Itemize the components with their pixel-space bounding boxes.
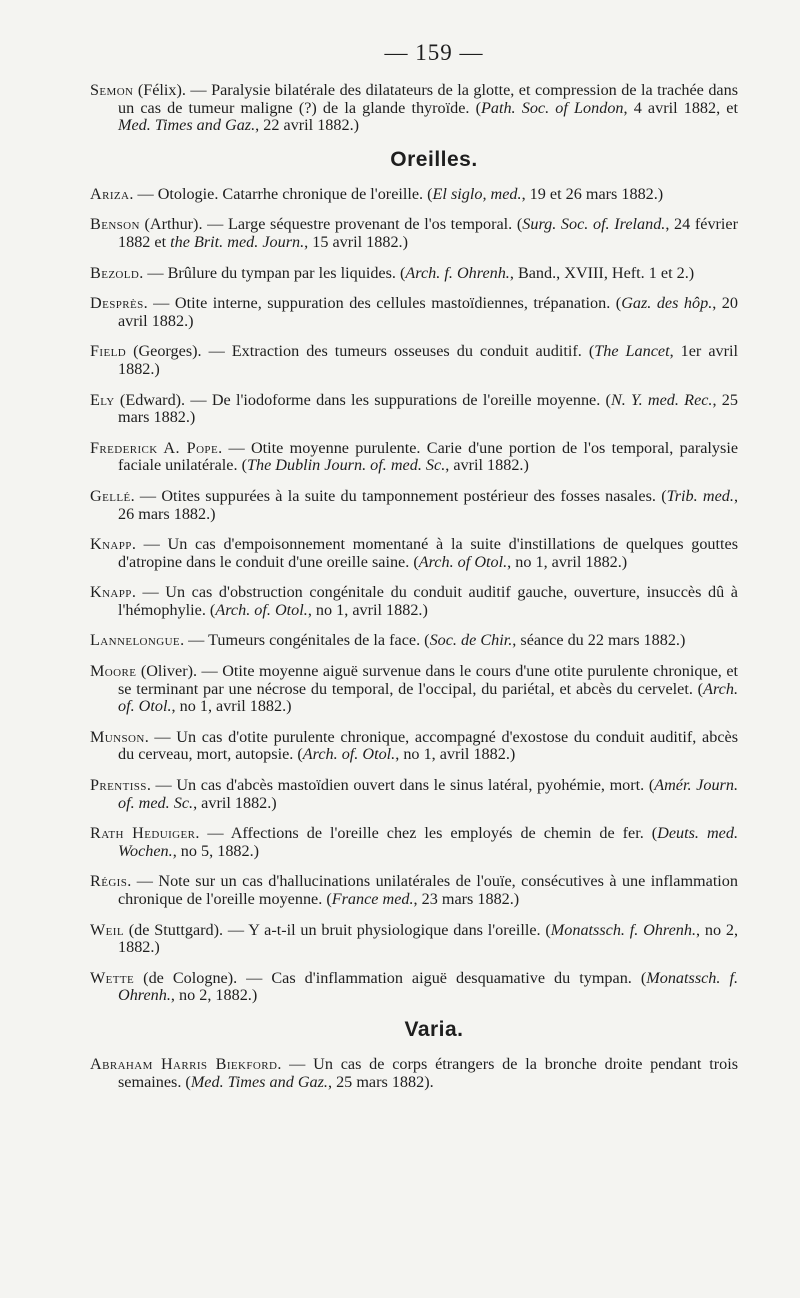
entry-source: France med. [331, 890, 414, 908]
entry-text: (Félix). — Paralysie bilatérale des dilatateurs de la glotte, et compression de la trachée dans un cas de tumeur maligne (?) de la glande thyroïde. ( [118, 81, 738, 117]
entry-text: . — Otites suppurées à la suite du tamponnement postérieur des fosses nasales. ( [130, 486, 667, 505]
entry-author: Bezold [90, 263, 140, 282]
entry-text: . — Note sur un cas d'hallucinations unilatérales de l'ouïe, consécutives à une inflammation chronique de l'oreille moyenne. ( [118, 872, 738, 908]
entry-text: . — Brûlure du tympan par les liquides. ( [139, 263, 406, 282]
entry-text: . — Otite moyenne purulente. Carie d'une portion de l'os temporal, paralysie faciale unilatérale. ( [118, 438, 738, 475]
entry-text: (de Stuttgard). — Y a-t-il un bruit physiologique dans l'oreille. ( [123, 920, 551, 939]
entry-text: . — Un cas de corps étrangers de la bronche droite pendant trois semaines. ( [118, 1054, 738, 1091]
bibliography-content [90, 82, 738, 1091]
entry-source: Path. Soc. of London [480, 98, 624, 117]
bibliography-entry [90, 265, 738, 283]
entry-text: , avril 1882.) [193, 793, 277, 812]
entry-text: . — Otite interne, suppuration des cellules mastoïdiennes, trépanation. ( [143, 294, 622, 313]
entry-source: Med. Times and Gaz. [118, 116, 256, 135]
entry-author: Benson [90, 215, 140, 234]
entry-source: The Lancet [594, 342, 670, 361]
bibliography-entry [90, 777, 738, 812]
entry-text: . — Un cas d'otite purulente chronique, accompagné d'exostose du conduit auditif, abcès du cerveau, mort, autopsie. ( [118, 727, 738, 764]
entry-author: Régis [90, 872, 128, 891]
entry-text: , 19 et 26 mars 1882.) [521, 184, 664, 203]
entry-text: , no 2, 1882.) [170, 986, 258, 1005]
bibliography-entry [90, 632, 738, 650]
entry-source: Arch. of. Otol. [215, 600, 308, 619]
entry-text: , no 1, avril 1882.) [307, 600, 428, 619]
entry-source: Soc. de Chir. [429, 631, 513, 650]
entry-source: El siglo, med. [432, 184, 522, 203]
bibliography-entry [90, 216, 738, 251]
entry-text: (Georges). — Extraction des tumeurs osseuses du conduit auditif. ( [126, 342, 595, 361]
entry-author: Abraham Harris Biekford [90, 1054, 278, 1073]
entry-author: Munson [90, 727, 145, 746]
entry-source: Arch. of. Otol. [302, 745, 396, 764]
bibliography-entry [90, 295, 738, 330]
entry-source: Monatssch. f. Ohrenh. [118, 968, 739, 1005]
entry-text: , no 5, 1882.) [172, 841, 260, 860]
entry-author: Semon [90, 81, 134, 99]
entry-text: , no 1, avril 1882.) [171, 697, 292, 716]
entry-author: Weil [90, 920, 124, 939]
entry-text: , avril 1882.) [445, 456, 529, 475]
bibliography-entry [90, 663, 738, 716]
entry-text: , 22 avril 1882.) [255, 116, 360, 135]
bibliography-entry [90, 584, 738, 619]
entry-source: Amér. Journ. of. med. Sc. [118, 776, 738, 812]
entry-source: Arch. f. Ohrenh. [405, 263, 510, 282]
entry-text: . — Tumeurs congénitales de la face. ( [180, 631, 430, 650]
entry-text: (de Cologne). — Cas d'inflammation aiguë desquamative du tympan. ( [134, 968, 647, 987]
entry-text: , 4 avril 1882, et [623, 98, 738, 117]
entry-text: , 15 avril 1882.) [304, 232, 408, 251]
section-heading: Varia. [404, 1017, 464, 1041]
bibliography-entry [90, 343, 738, 378]
entry-author: Knapp [90, 535, 132, 554]
entry-text: , Band., XVIII, Heft. 1 et 2.) [509, 263, 695, 282]
entry-text: , no 1, avril 1882.) [507, 552, 628, 571]
entry-author: Moore [90, 662, 137, 681]
entry-text: , no 2, 1882.) [118, 920, 739, 957]
entry-text: , 24 février 1882 et [118, 215, 739, 251]
entry-source: Arch. of. Otol. [118, 679, 738, 716]
entry-text: . — Affections de l'oreille chez les employés de chemin de fer. ( [195, 824, 658, 843]
entry-author: Ariza [90, 184, 130, 203]
bibliography-entry [90, 970, 738, 1005]
section-heading: Oreilles. [390, 147, 478, 171]
bibliography-entry [90, 488, 738, 523]
entry-source: Med. Times and Gaz. [190, 1072, 328, 1091]
entry-author: Wette [90, 968, 135, 987]
entry-text: , 25 mars 1882). [327, 1072, 434, 1091]
entry-text: . — Un cas d'abcès mastoïdien ouvert dans le sinus latéral, pyohémie, mort. ( [146, 776, 655, 795]
entry-author: Knapp [90, 583, 132, 602]
entry-text: . — Otologie. Catarrhe chronique de l'oreille. ( [129, 184, 433, 203]
entry-author: Desprès [90, 294, 144, 313]
entry-source: the Brit. med. Journ. [170, 232, 305, 251]
entry-source: Deuts. med. Wochen. [118, 824, 739, 860]
bibliography-entry [90, 392, 738, 427]
entry-author: Ely [90, 390, 115, 409]
entry-text: , séance du 22 mars 1882.) [512, 631, 686, 650]
entry-text: . — Un cas d'empoisonnement momentané à la suite d'instillations de quelques gouttes d'atropine dans le conduit d'une oreille saine. ( [118, 535, 738, 571]
entry-source: The Dublin Journ. of. med. Sc. [246, 456, 446, 475]
entry-text: , no 1, avril 1882.) [395, 745, 516, 764]
entry-text: (Arthur). — Large séquestre provenant de l'os temporal. ( [139, 215, 523, 234]
entry-author: Prentiss [90, 776, 147, 795]
entry-author: Gellé [90, 486, 131, 505]
entry-text: (Edward). — De l'iodoforme dans les suppurations de l'oreille moyenne. ( [114, 390, 611, 409]
entry-author: Rath Heduiger [90, 824, 196, 843]
bibliography-entry [90, 922, 738, 957]
page-number: — 159 — [384, 40, 484, 65]
entry-author: Field [90, 342, 127, 361]
bibliography-entry [90, 729, 738, 764]
bibliography-entry [90, 873, 738, 908]
entry-author: Frederick A. Pope [90, 438, 219, 457]
entry-text: , 1er avril 1882.) [118, 342, 738, 378]
bibliography-entry [90, 536, 738, 571]
entry-source: Gaz. des hôp. [621, 294, 713, 313]
entry-text: , 20 avril 1882.) [118, 294, 738, 330]
entry-source: Surg. Soc. of. Ireland. [522, 215, 666, 234]
bibliography-entry [90, 825, 738, 860]
entry-source: N. Y. med. Rec. [610, 390, 713, 409]
entry-text: , 25 mars 1882.) [118, 390, 738, 427]
entry-source: Trib. med. [666, 486, 734, 505]
bibliography-entry [90, 186, 738, 204]
entry-text: , 26 mars 1882.) [118, 486, 738, 523]
entry-author: Lannelongue [90, 631, 181, 650]
entry-text: . — Un cas d'obstruction congénitale du conduit auditif gauche, ouverture, insuccès dû à l'hémophylie. ( [118, 583, 738, 619]
entry-source: Arch. of Otol. [418, 552, 508, 571]
entry-text: , 23 mars 1882.) [413, 890, 520, 908]
bibliography-entry [90, 440, 738, 475]
bibliography-entry [90, 82, 738, 135]
bibliography-entry [90, 1056, 738, 1091]
entry-source: Monatssch. f. Ohrenh. [550, 920, 697, 939]
entry-text: (Oliver). — Otite moyenne aiguë survenue dans le cours d'une otite purulente chronique, et se terminant par une nécrose du temporal, de l'occipal, du pariétal, et abcès du cervelet. ( [118, 662, 738, 698]
